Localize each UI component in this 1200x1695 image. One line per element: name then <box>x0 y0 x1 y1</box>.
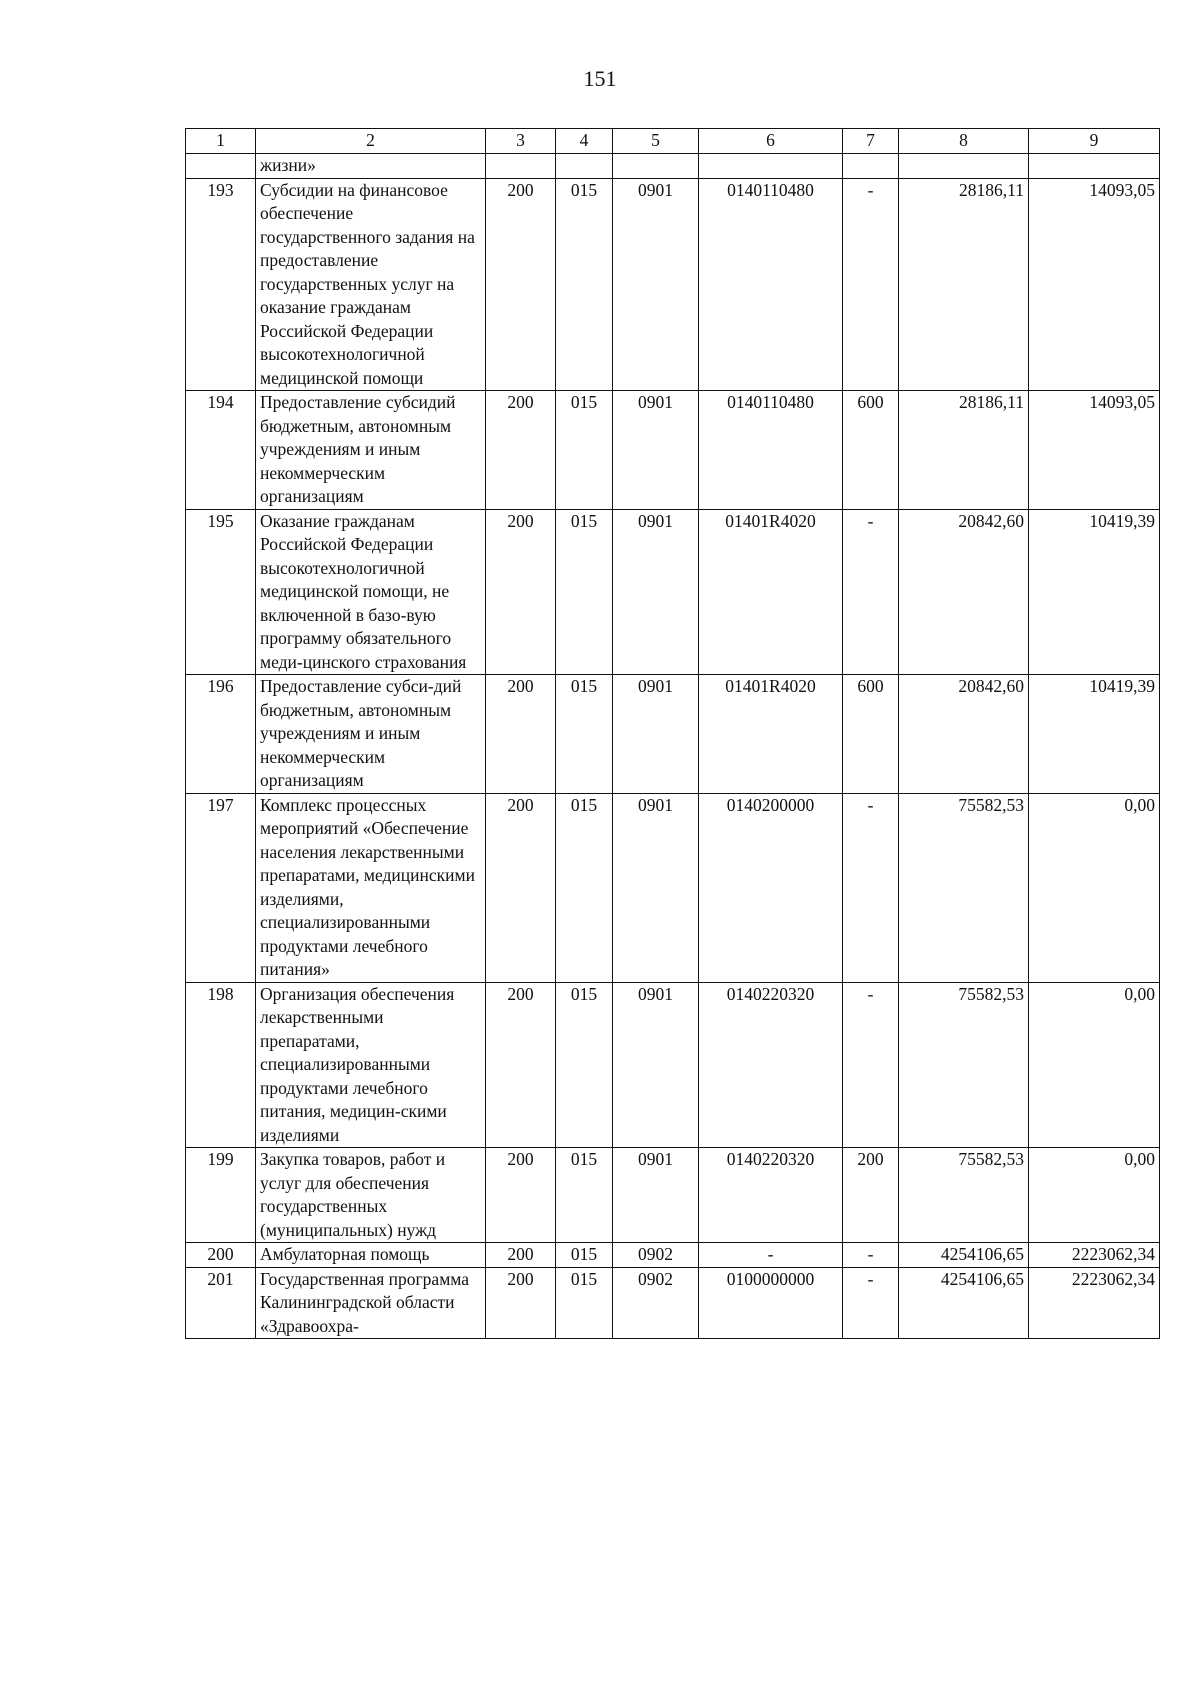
row-number: 198 <box>186 982 256 1148</box>
column-header: 7 <box>843 129 899 154</box>
col8-value: 20842,60 <box>899 509 1029 675</box>
col7-value: 200 <box>843 1148 899 1243</box>
column-header: 1 <box>186 129 256 154</box>
row-number: 200 <box>186 1243 256 1268</box>
col6-value: 01401R4020 <box>699 509 843 675</box>
table-cell <box>699 154 843 179</box>
col7-value: - <box>843 1243 899 1268</box>
col5-value: 0901 <box>613 793 699 982</box>
col7-value: 600 <box>843 391 899 510</box>
col5-value: 0901 <box>613 178 699 391</box>
table-cell <box>899 154 1029 179</box>
col9-value: 0,00 <box>1029 793 1160 982</box>
col9-value: 2223062,34 <box>1029 1267 1160 1339</box>
col8-value: 20842,60 <box>899 675 1029 794</box>
col8-value: 28186,11 <box>899 391 1029 510</box>
col4-value: 015 <box>556 1267 613 1339</box>
row-number: 199 <box>186 1148 256 1243</box>
row-name: Комплекс процессных мероприятий «Обеспечение населения лекарственными препаратами, медицинскими изделиями, специализированными продуктами лечебного питания» <box>256 793 486 982</box>
col5-value: 0901 <box>613 509 699 675</box>
row-name: Субсидии на финансовое обеспечение государственного задания на предоставление государственных услуг на оказание гражданам Российской Федерации высокотехнологичной медицинской помощи <box>256 178 486 391</box>
col5-value: 0901 <box>613 675 699 794</box>
budget-table <box>185 128 1160 1339</box>
col7-value: - <box>843 1267 899 1339</box>
row-name: Закупка товаров, работ и услуг для обеспечения государственных (муниципальных) нужд <box>256 1148 486 1243</box>
col3-value: 200 <box>486 793 556 982</box>
row-name: Государственная программа Калининградской области «Здравоохра- <box>256 1267 486 1339</box>
col8-value: 75582,53 <box>899 1148 1029 1243</box>
row-number: 194 <box>186 391 256 510</box>
col5-value: 0901 <box>613 982 699 1148</box>
col4-value: 015 <box>556 1148 613 1243</box>
table-row <box>186 1267 1160 1339</box>
table-cell <box>186 154 256 179</box>
col6-value: - <box>699 1243 843 1268</box>
row-name: Предоставление субси-дий бюджетным, автономным учреждениям и иным некоммерческим организациям <box>256 675 486 794</box>
col3-value: 200 <box>486 509 556 675</box>
column-header: 3 <box>486 129 556 154</box>
column-header: 9 <box>1029 129 1160 154</box>
row-number: 193 <box>186 178 256 391</box>
col6-value: 01401R4020 <box>699 675 843 794</box>
column-header: 8 <box>899 129 1029 154</box>
table-row <box>186 1148 1160 1243</box>
column-header: 6 <box>699 129 843 154</box>
page-number: 151 <box>583 66 617 91</box>
col9-value: 10419,39 <box>1029 509 1160 675</box>
row-number: 195 <box>186 509 256 675</box>
col4-value: 015 <box>556 675 613 794</box>
column-header: 4 <box>556 129 613 154</box>
table-row <box>186 675 1160 794</box>
col3-value: 200 <box>486 982 556 1148</box>
col3-value: 200 <box>486 391 556 510</box>
col4-value: 015 <box>556 982 613 1148</box>
col9-value: 14093,05 <box>1029 178 1160 391</box>
column-header: 5 <box>613 129 699 154</box>
continuation-row <box>186 154 1160 179</box>
table-header-row <box>186 129 1160 154</box>
col8-value: 4254106,65 <box>899 1243 1029 1268</box>
col5-value: 0902 <box>613 1243 699 1268</box>
col7-value: 600 <box>843 675 899 794</box>
col3-value: 200 <box>486 675 556 794</box>
table-cell: жизни» <box>256 154 486 179</box>
col9-value: 2223062,34 <box>1029 1243 1160 1268</box>
table-cell <box>556 154 613 179</box>
col9-value: 10419,39 <box>1029 675 1160 794</box>
col7-value: - <box>843 793 899 982</box>
table-row <box>186 1243 1160 1268</box>
col6-value: 0140110480 <box>699 391 843 510</box>
row-number: 196 <box>186 675 256 794</box>
col7-value: - <box>843 178 899 391</box>
col5-value: 0901 <box>613 391 699 510</box>
col3-value: 200 <box>486 1243 556 1268</box>
column-header: 2 <box>256 129 486 154</box>
col9-value: 14093,05 <box>1029 391 1160 510</box>
col6-value: 0140200000 <box>699 793 843 982</box>
table-row <box>186 509 1160 675</box>
row-number: 197 <box>186 793 256 982</box>
table-row <box>186 391 1160 510</box>
col6-value: 0140220320 <box>699 982 843 1148</box>
table-cell <box>843 154 899 179</box>
col8-value: 75582,53 <box>899 982 1029 1148</box>
col9-value: 0,00 <box>1029 1148 1160 1243</box>
col5-value: 0901 <box>613 1148 699 1243</box>
col3-value: 200 <box>486 1267 556 1339</box>
col6-value: 0100000000 <box>699 1267 843 1339</box>
col6-value: 0140110480 <box>699 178 843 391</box>
col4-value: 015 <box>556 793 613 982</box>
row-number: 201 <box>186 1267 256 1339</box>
table-cell <box>613 154 699 179</box>
col7-value: - <box>843 982 899 1148</box>
table-row <box>186 178 1160 391</box>
row-name: Оказание гражданам Российской Федерации высокотехнологичной медицинской помощи, не включенной в базо-вую программу обязательного меди-цинского страхования <box>256 509 486 675</box>
col4-value: 015 <box>556 391 613 510</box>
table-cell <box>486 154 556 179</box>
col4-value: 015 <box>556 178 613 391</box>
col6-value: 0140220320 <box>699 1148 843 1243</box>
col9-value: 0,00 <box>1029 982 1160 1148</box>
row-name: Организация обеспечения лекарственными препаратами, специализированными продуктами лечебного питания, медицин-скими изделиями <box>256 982 486 1148</box>
table-row <box>186 982 1160 1148</box>
col4-value: 015 <box>556 509 613 675</box>
col3-value: 200 <box>486 178 556 391</box>
col8-value: 75582,53 <box>899 793 1029 982</box>
col5-value: 0902 <box>613 1267 699 1339</box>
col8-value: 4254106,65 <box>899 1267 1029 1339</box>
col3-value: 200 <box>486 1148 556 1243</box>
table-cell <box>1029 154 1160 179</box>
col7-value: - <box>843 509 899 675</box>
table-row <box>186 793 1160 982</box>
row-name: Предоставление субсидий бюджетным, автономным учреждениям и иным некоммерческим организациям <box>256 391 486 510</box>
col4-value: 015 <box>556 1243 613 1268</box>
col8-value: 28186,11 <box>899 178 1029 391</box>
row-name: Амбулаторная помощь <box>256 1243 486 1268</box>
